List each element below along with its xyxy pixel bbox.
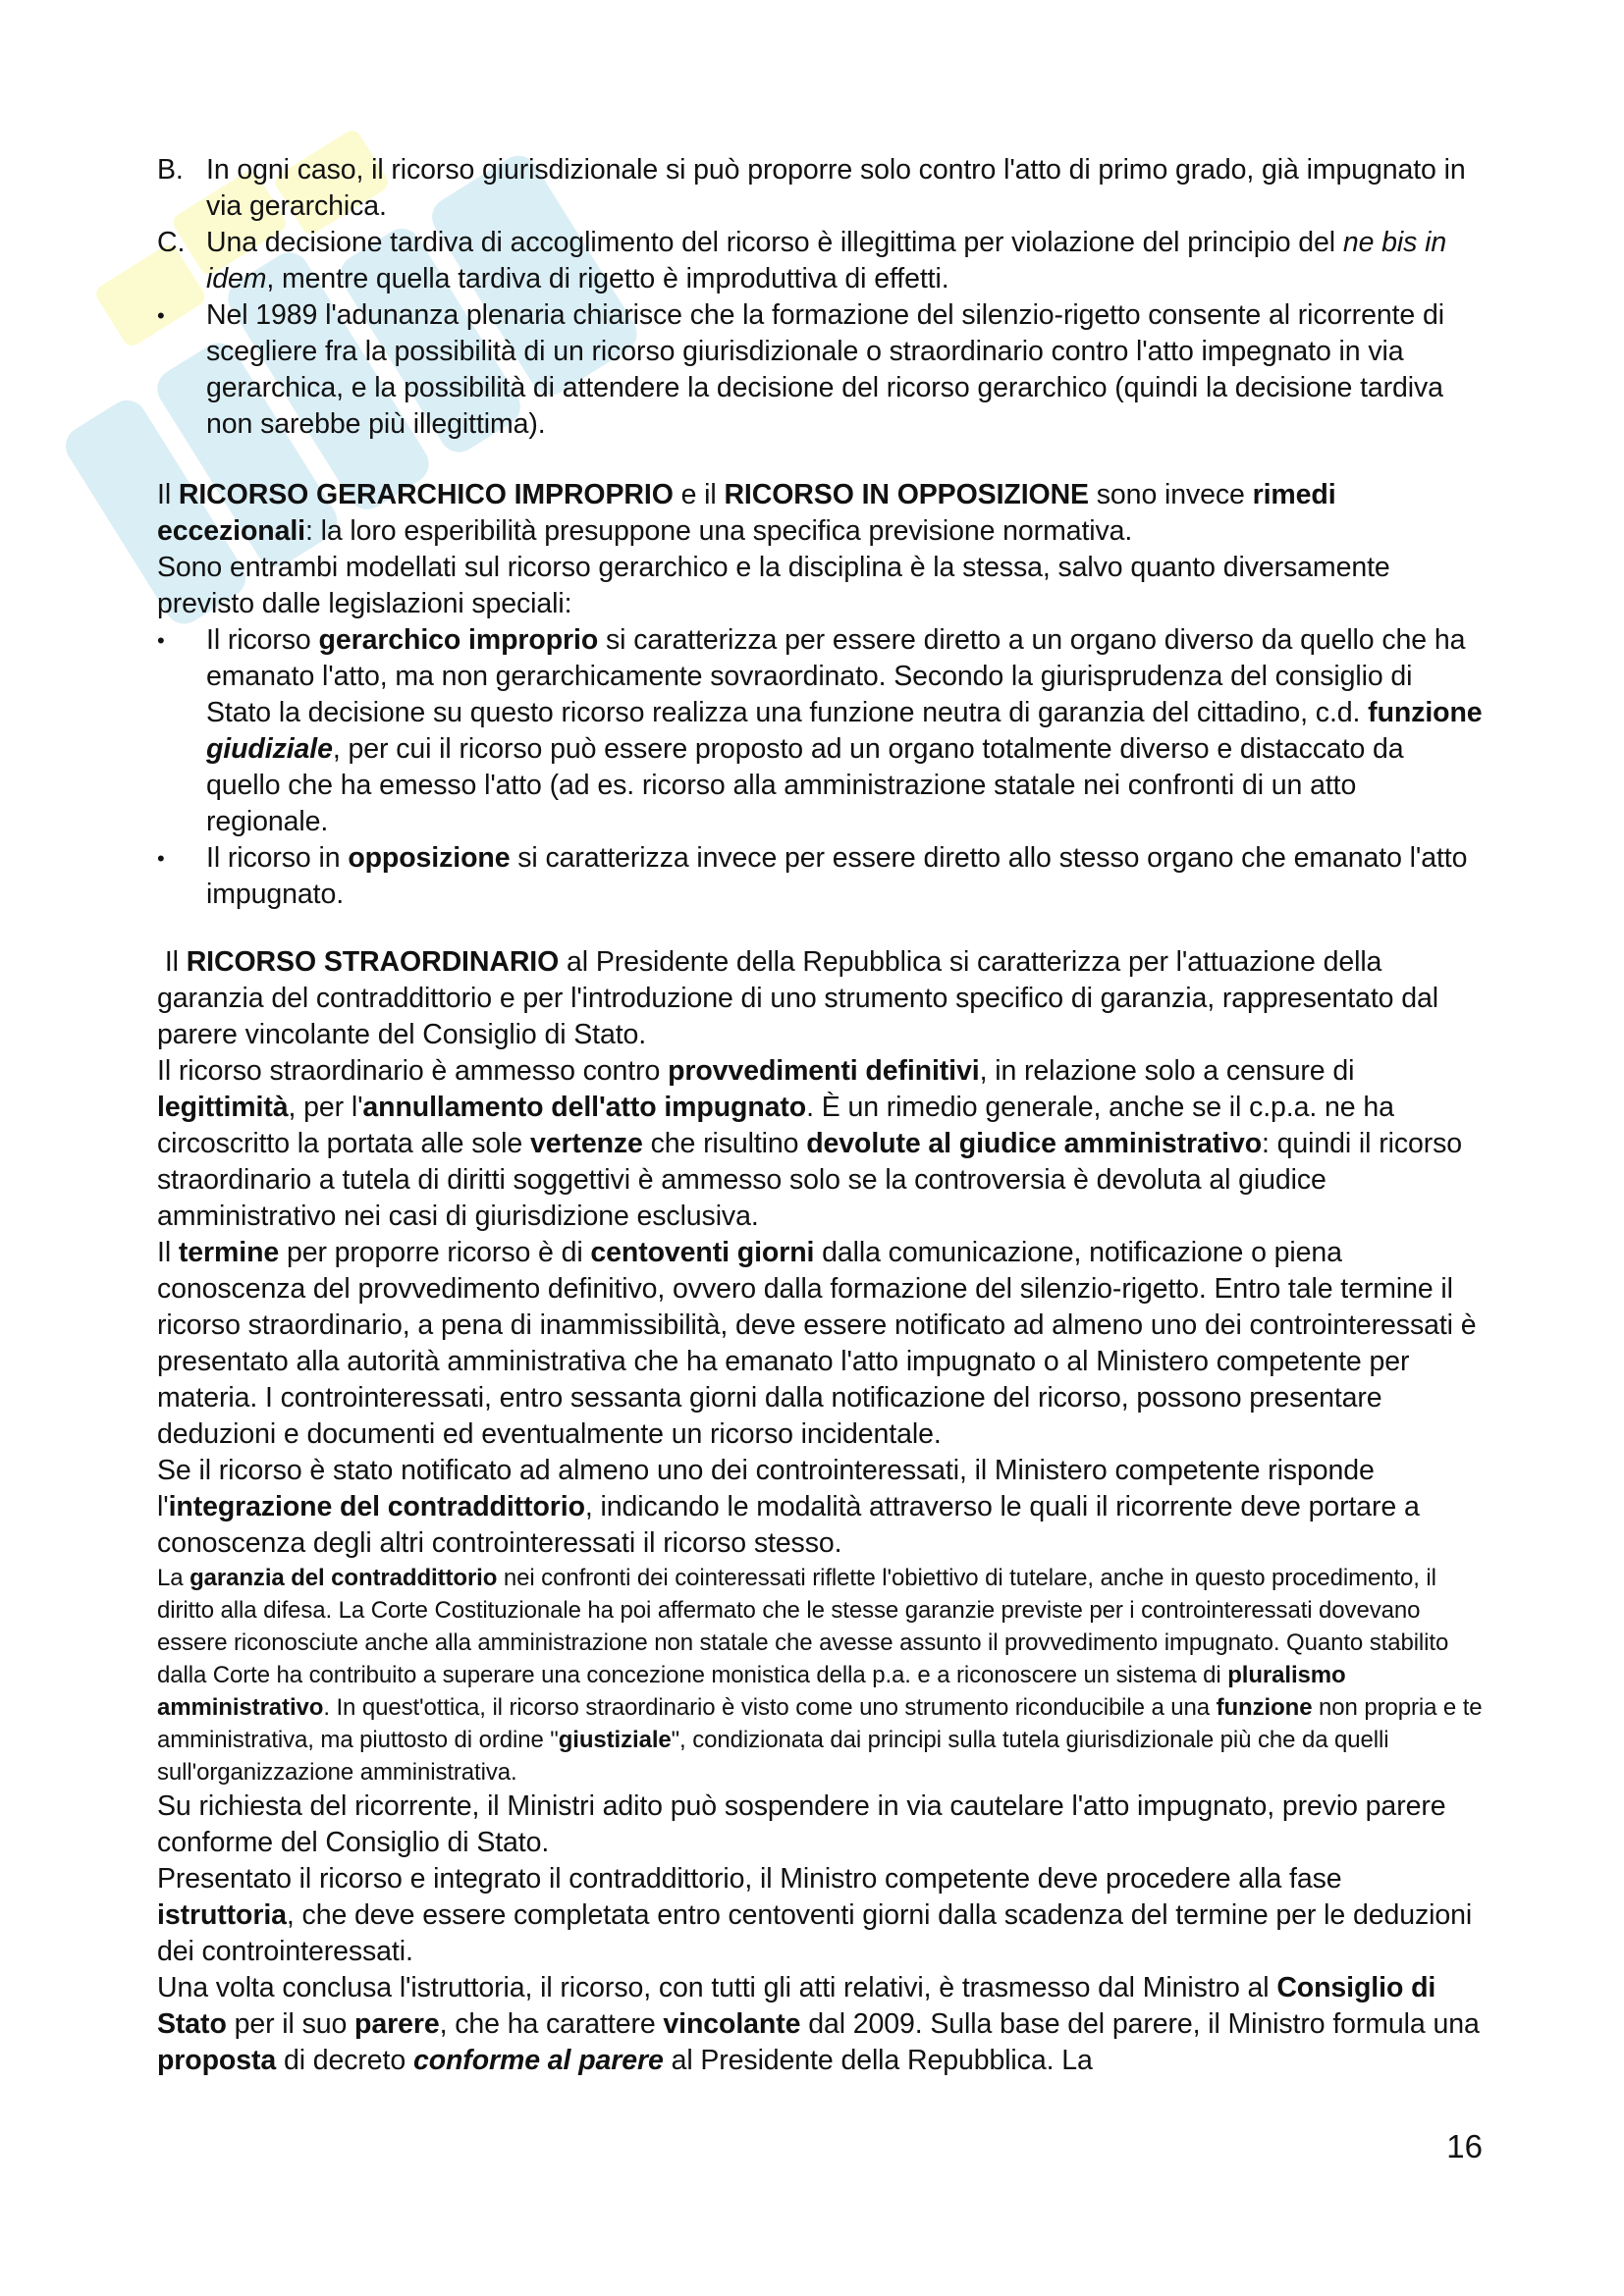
list-marker: C. [157, 227, 186, 258]
paragraph-istruttoria: Presentato il ricorso e integrato il contraddittorio, il Ministro competente deve procedere alla fase istruttoria, che deve essere completata entro centoventi giorni dalla scadenza del termine per le deduzioni dei controinteressati. [157, 1863, 1473, 1967]
paragraph-provvedimenti-definitivi: Il ricorso straordinario è ammesso contro provvedimenti definitivi, in relazione solo a censure di legittimità, per l'annullamento dell'atto impugnato. È un rimedio generale, anche se il c.p.a. ne ha circoscritto la portata alle sole vertenze che risultino devolute al giudice amministrativo: quindi il ricorso straordinario a tutela di diritti soggettivi è ammesso solo se la controversia è devoluta al giudice amministrativo nei casi di giurisdizione esclusiva. [157, 1055, 1463, 1232]
paragraph-termine: Il termine per proporre ricorso è di centoventi giorni dalla comunicazione, notificazione o piena conoscenza del provvedimento definitivo, ovvero dalla formazione del silenzio-rigetto. Entro tale termine il ricorso straordinario, a pena di inammissibilità, deve essere notificato ad almeno uno dei controinteressati è presentato alla autorità amministrativa che ha emanato l'atto impugnato o al Ministero competente per materia. I controinteressati, entro sessanta giorni dalla notificazione del ricorso, possono presentare deduzioni e documenti ed eventualmente un ricorso incidentale. [157, 1237, 1477, 1450]
bullet-item-gerarchico-improprio: • Il ricorso gerarchico improprio si caratterizza per essere diretto a un organo diverso da quello che ha emanato l'atto, ma non gerarchicamente sovraordinato. Secondo la giurisprudenza del consiglio di Stato la decisione su questo ricorso realizza una funzione neutra di garanzia del cittadino, c.d. funzione giudiziale, per cui il ricorso può essere proposto ad un organo totalmente diverso e distaccato da quello che ha emesso l'atto (ad es. ricorso alla amministrazione statale nei confronti di un atto regionale. [157, 624, 1483, 837]
list-item-c [157, 225, 1483, 297]
list-item-b [157, 152, 1483, 225]
bullet-icon: • [157, 846, 165, 871]
bullet-item-opposizione: • Il ricorso in opposizione si caratterizza invece per essere diretto allo stesso organo che emanato l'atto impugnato. [157, 842, 1468, 910]
paragraph-integrazione-contraddittorio: Se il ricorso è stato notificato ad almeno uno dei controinteressati, il Ministero competente risponde l'integrazione del contraddittorio, indicando le modalità attraverso le quali il ricorrente deve portare a conoscenza degli altri controinteressati il ricorso stesso. [157, 1455, 1420, 1559]
latin-phrase: ne bis in idem [206, 227, 1447, 294]
paragraph-garanzia-contraddittorio: La garanzia del contraddittorio nei confronti dei cointeressati riflette l'obiettivo di tutelare, anche in questo procedimento, il diritto alla difesa. La Corte Costituzionale ha poi affermato che le stesse garanzie previste per i controinteressati dovevano essere riconosciute anche alla amministrazione non statale che avesse assunto il provvedimento impugnato. Quanto stabilito dalla Corte ha contribuito a superare una concezione monistica della p.a. e a riconoscere un sistema di pluralismo amministrativo. In quest'ottica, il ricorso straordinario è visto come uno strumento riconducibile a una funzione non propria e te amministrativa, ma piuttosto di ordine "giustiziale", condizionata dai principi sulla tutela giurisdizionale più che da quelli sull'organizzazione amministrativa. [157, 1565, 1483, 1786]
paragraph-sospensione: Su richiesta del ricorrente, il Ministri adito può sospendere in via cautelare l'atto impugnato, previo parere conforme del Consiglio di Stato. [157, 1790, 1446, 1858]
page-number: 16 [1446, 2128, 1483, 2164]
list-item-text: Una decisione tardiva di accoglimento del ricorso è illegittima per violazione del principio del [206, 227, 1343, 258]
bullet-icon: • [157, 628, 165, 653]
list-marker: B. [157, 154, 184, 186]
paragraph-parere: Una volta conclusa l'istruttoria, il ricorso, con tutti gli atti relativi, è trasmesso dal Ministro al Consiglio di Stato per il suo parere, che ha carattere vincolante dal 2009. Sulla base del parere, il Ministro formula una proposta di decreto conforme al parere al Presidente della Repubblica. La [157, 1972, 1480, 2076]
list-item-text: , mentre quella tardiva di rigetto è improduttiva di effetti. [266, 263, 949, 294]
document-body [157, 152, 1483, 2079]
paragraph-ricorso-straordinario: Il RICORSO STRAORDINARIO al Presidente della Repubblica si caratterizza per l'attuazione della garanzia del contraddittorio e per l'introduzione di uno strumento specifico di garanzia, rappresentato dal parere vincolante del Consiglio di Stato. [157, 946, 1446, 1050]
bullet-icon: • [157, 303, 165, 328]
list-item-text: In ogni caso, il ricorso giurisdizionale si può proporre solo contro l'atto di primo grado, già impugnato in via gerarchica. [206, 154, 1466, 222]
paragraph-rimedi-eccezionali: Il RICORSO GERARCHICO IMPROPRIO e il RICORSO IN OPPOSIZIONE sono invece rimedi eccezionali: la loro esperibilità presuppone una specifica previsione normativa. [157, 479, 1336, 547]
bullet-text: Nel 1989 l'adunanza plenaria chiarisce che la formazione del silenzio-rigetto consente al ricorrente di scegliere fra la possibilità di un ricorso giurisdizionale o straordinario contro l'atto impegnato in via gerarchica, e la possibilità di attendere la decisione del ricorso gerarchico (quindi la decisione tardiva non sarebbe più illegittima). [206, 299, 1444, 440]
bullet-item-1989 [157, 297, 1483, 443]
paragraph-modellati: Sono entrambi modellati sul ricorso gerarchico e la disciplina è la stessa, salvo quanto diversamente previsto dalle legislazioni speciali: [157, 552, 1390, 619]
